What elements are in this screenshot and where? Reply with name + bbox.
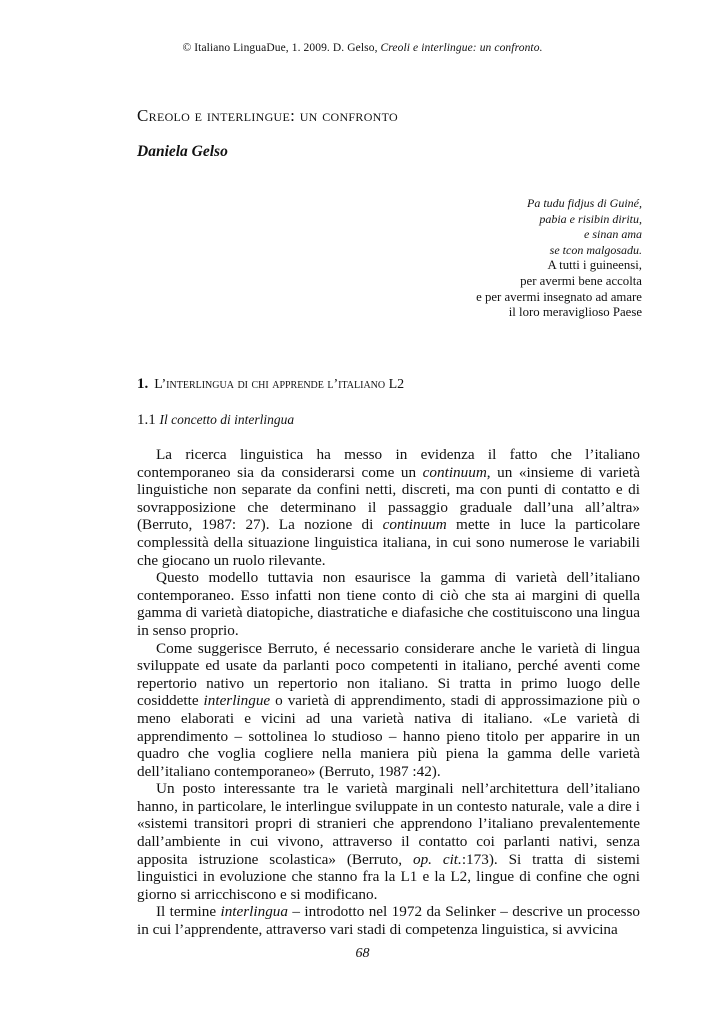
paragraph: Questo modello tuttavia non esaurisce la gamma di varietà dell’italiano contemporaneo. Esso infatti non tiene conto di ciò che sta ai margini di quella gamma di varietà diatopiche, diastratiche e diafasiche che costituiscono una lingua in senso proprio. <box>137 569 640 639</box>
subsection-number: 1.1 <box>137 412 156 428</box>
header-citation-title: Creoli e interlingue: un confronto. <box>380 42 543 54</box>
section-title: L’interlingua di chi apprende l’italiano L2 <box>154 377 405 392</box>
dedication-line: A tutti i guineensi, <box>547 258 642 273</box>
section-heading <box>137 376 404 393</box>
paragraph: Il termine interlingua – introdotto nel 1972 da Selinker – descrive un processo in cui l’apprendente, attraverso vari stadi di competenza linguistica, si avvicina <box>137 903 640 939</box>
body-text <box>137 446 640 939</box>
dedication-line: il loro meraviglioso Paese <box>508 305 642 320</box>
paragraph: La ricerca linguistica ha messo in evidenza il fatto che l’italiano contemporaneo sia da considerarsi come un continuum, un «insieme di varietà linguistiche non separate da confini netti, discreti, ma con punti di contatto e di sovrapposizione che determinano il passaggio graduale dall’una all’altra» (Berruto, 1987: 27). La nozione di continuum mette in luce la particolare complessità della situazione linguistica italiana, in cui sono numerose le variabili che giocano un ruolo rilevante. <box>137 446 640 569</box>
paragraph: Come suggerisce Berruto, é necessario considerare anche le varietà di lingua sviluppate ed usate da parlanti poco competenti in italiano, perché aventi come repertorio nativo un repertorio non italiano. Si tratta in primo luogo delle cosiddette interlingue o varietà di apprendimento, stadi di approssimazione più o meno elaborati e vicini ad una varietà nativa di italiano. «Le varietà di apprendimento – sottolinea lo studioso – hanno pieno titolo per apparire in un quadro che voglia cogliere nella maniera più piena la gamma delle varietà dell’italiano contemporaneo» (Berruto, 1987 :42). <box>137 639 640 780</box>
author-name: Daniela Gelso <box>137 143 228 160</box>
dedication-line: se tcon malgosadu. <box>549 242 642 257</box>
header-citation: © Italiano LinguaDue, 1. 2009. D. Gelso, <box>182 42 381 54</box>
dedication-line: per avermi bene accolta <box>520 273 642 288</box>
subsection-title: Il concetto di interlingua <box>159 412 295 427</box>
dedication-line: pabia e risibin diritu, <box>539 211 642 226</box>
dedication-line: e sinan ama <box>584 227 642 242</box>
dedication <box>476 196 642 321</box>
running-header <box>0 42 725 54</box>
section-number: 1. <box>137 376 149 392</box>
page-number: 68 <box>355 946 370 961</box>
article-title: Creolo e interlingue: un confronto <box>137 106 399 125</box>
dedication-line: Pa tudu fidjus di Guiné, <box>527 196 642 210</box>
dedication-line: e per avermi insegnato ad amare <box>476 289 642 304</box>
subsection-heading <box>137 412 294 429</box>
paragraph: Un posto interessante tra le varietà marginali nell’architettura dell’italiano hanno, in particolare, le interlingue sviluppate in un contesto naturale, vale a dire i «sistemi transitori propri di stranieri che apprendono l’italiano prevalentemente dall’ambiente in cui vivono, attraverso il contatto coi parlanti nativi, senza apposita istruzione scolastica» (Berruto, op. cit.:173). Si tratta di sistemi linguistici in evoluzione che stanno fra la L1 e la L2, lingue di confine che ogni giorno si arricchiscono e si modificano. <box>137 780 640 903</box>
